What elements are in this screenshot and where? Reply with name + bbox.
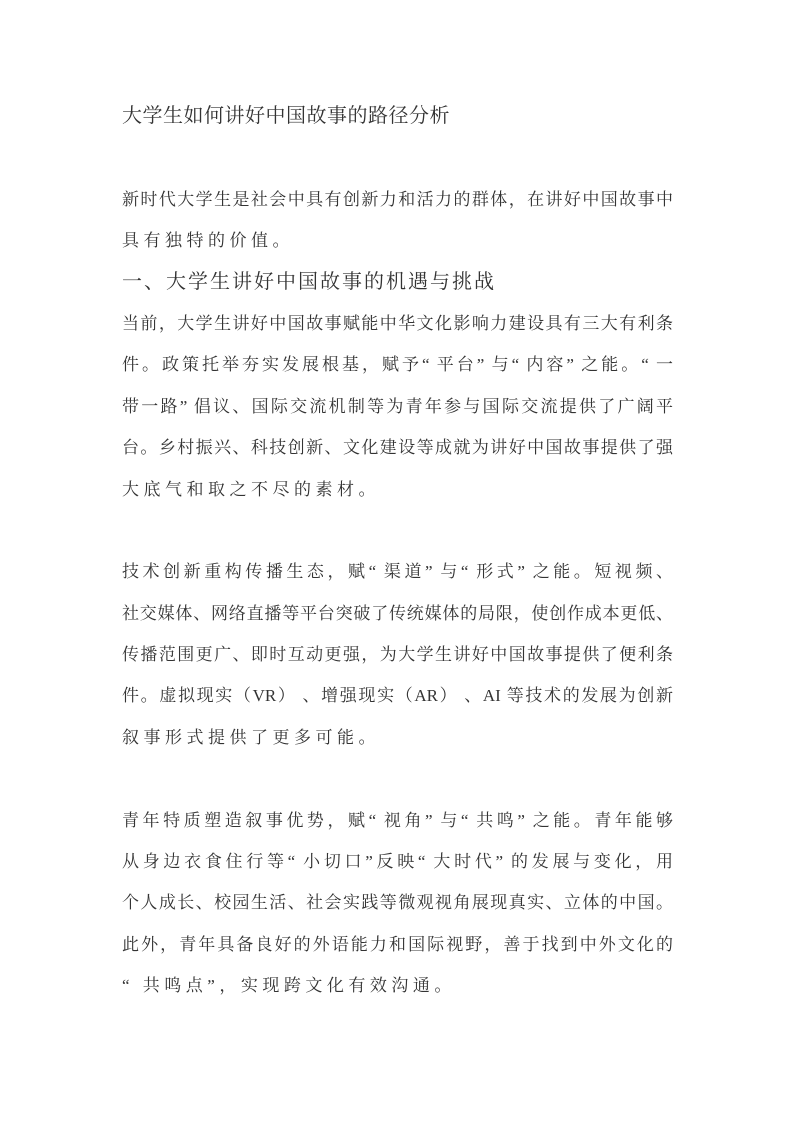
- text-column: [122, 96, 673, 1007]
- paragraph-line: 此外，青年具备良好的外语能力和国际视野，善于找到中外文化的: [122, 934, 673, 954]
- paragraph-line: “ 共鸣点”，实现跨文化有效沟通。: [122, 976, 456, 996]
- paragraph-line: 社交媒体、网络直播等平台突破了传统媒体的局限，使创作成本更低、: [122, 603, 673, 623]
- paragraph-line: 台。乡村振兴、科技创新、文化建设等成就为讲好中国故事提供了强: [122, 438, 673, 458]
- paragraph-line: 新时代大学生是社会中具有创新力和活力的群体，在讲好中国故事中: [122, 189, 673, 209]
- paragraph-line: 带一路” 倡议、国际交流机制等为青年参与国际交流提供了广阔平: [122, 396, 673, 416]
- blank-line: [122, 510, 673, 551]
- paragraph-line: 件。政策托举夯实发展根基，赋予“ 平台” 与“ 内容” 之能。“ 一: [122, 355, 673, 375]
- paragraph-line: 大底气和取之不尽的素材。: [122, 479, 380, 499]
- blank-line: [122, 137, 673, 178]
- blank-line: [122, 758, 673, 799]
- paragraph-line: 个人成长、校园生活、社会实践等微观视角展现真实、立体的中国。: [122, 893, 673, 913]
- section-heading: 一、大学生讲好中国故事的机遇与挑战: [122, 270, 496, 293]
- paragraph-line: 当前，大学生讲好中国故事赋能中华文化影响力建设具有三大有利条: [122, 313, 673, 333]
- paragraph-line: 具有独特的价值。: [122, 231, 294, 251]
- paragraph-line: 从身边衣食住行等“ 小切口”反映“ 大时代” 的发展与变化，用: [122, 852, 673, 872]
- paragraph-line: 技术创新重构传播生态，赋“ 渠道” 与“ 形式” 之能。短视频、: [122, 562, 673, 582]
- paragraph-line: 件。虚拟现实（VR） 、增强现实（AR） 、AI 等技术的发展为创新: [122, 686, 673, 706]
- paragraph-line: 传播范围更广、即时互动更强，为大学生讲好中国故事提供了便利条: [122, 645, 673, 665]
- paragraph-line: 青年特质塑造叙事优势，赋“ 视角” 与“ 共鸣” 之能。青年能够: [122, 810, 673, 830]
- paragraph-line: 叙事形式提供了更多可能。: [122, 727, 380, 747]
- document-title: 大学生如何讲好中国故事的路径分析: [122, 105, 450, 127]
